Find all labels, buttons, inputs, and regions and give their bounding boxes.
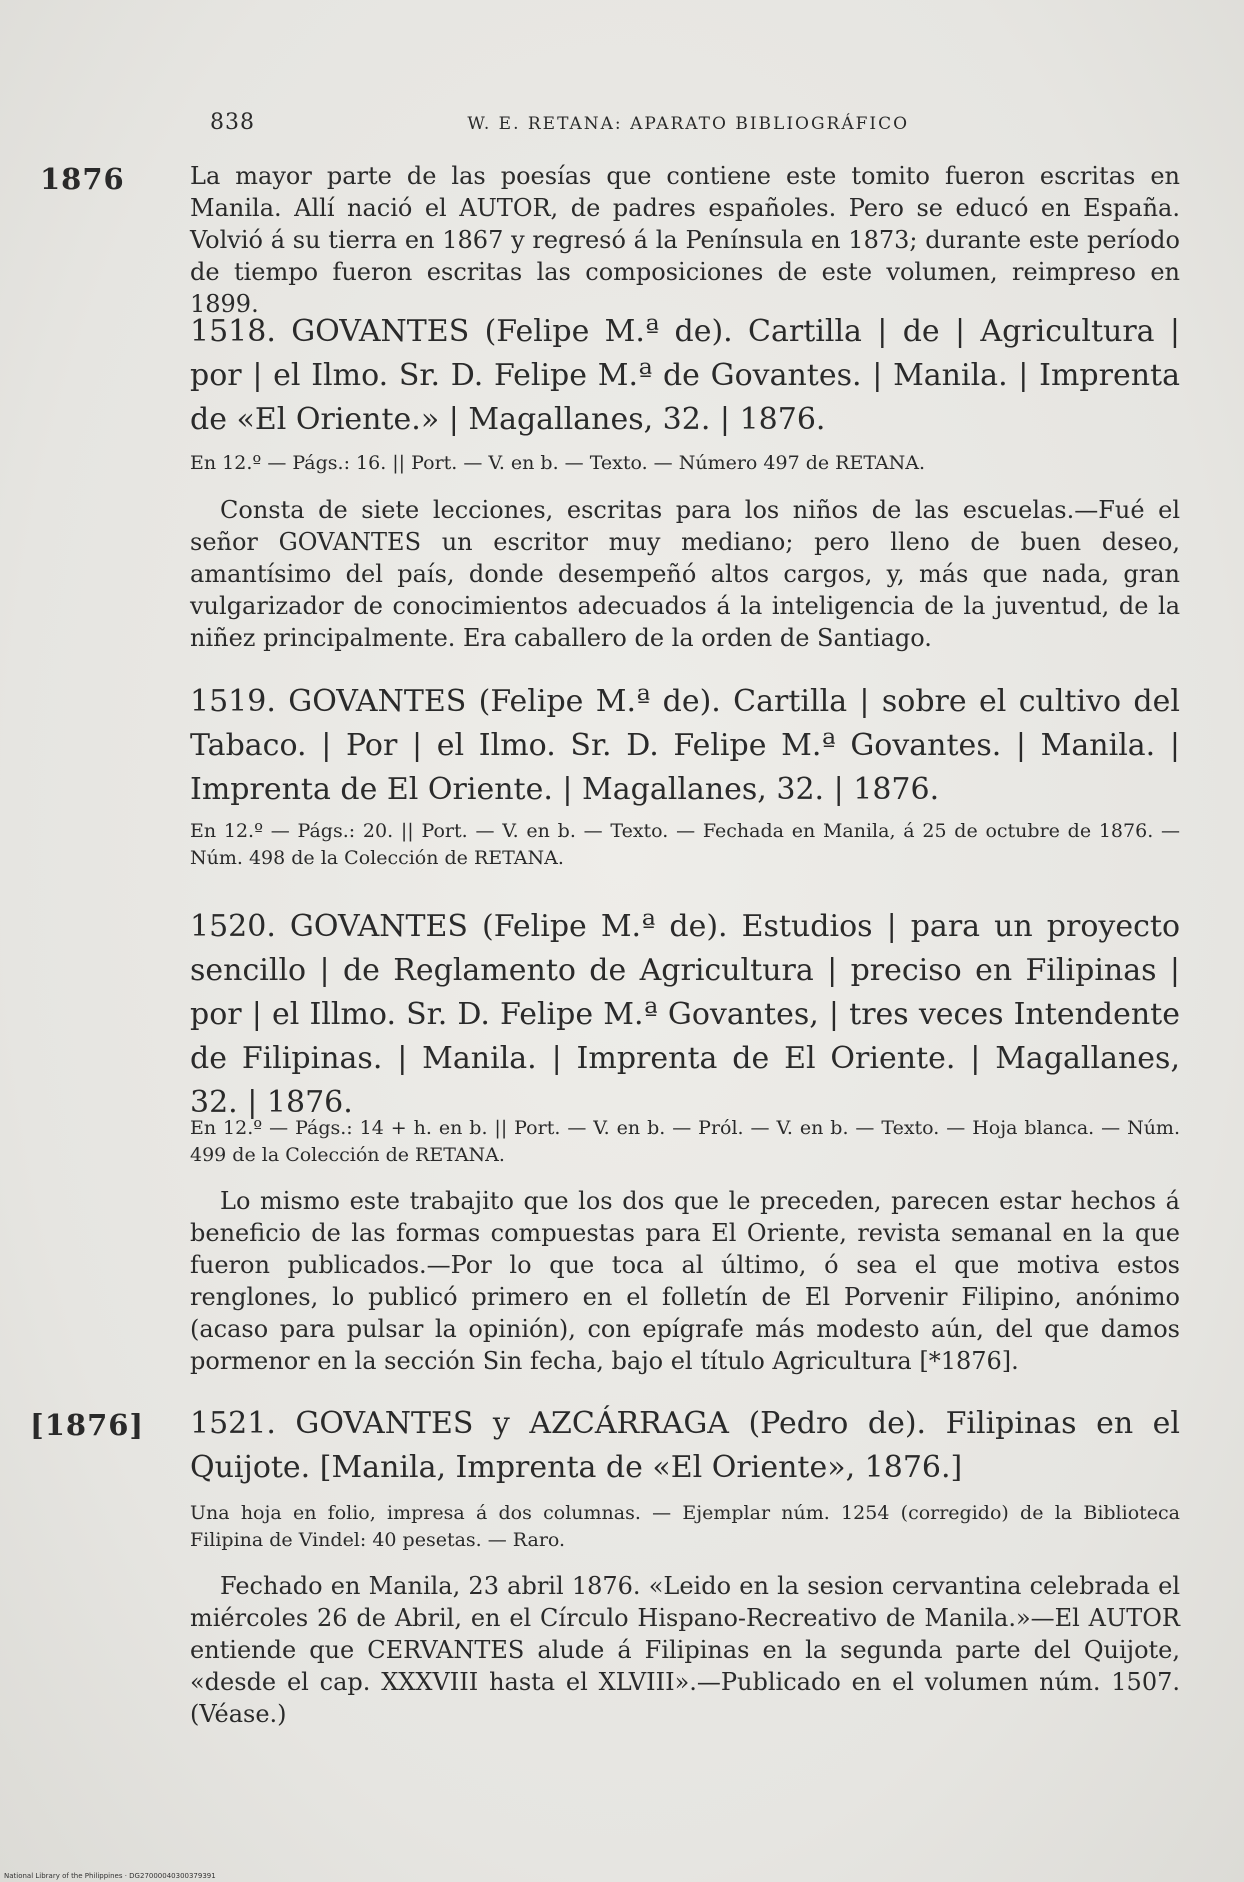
entry-title-1519: 1519. GOVANTES (Felipe M.ª de). Cartilla | sobre el cultivo del Tabaco. | Por | el Ilmo. Sr. D. Felipe M.ª Govantes. | Manila. | Imprenta de El Oriente. | Magallanes, 32. | 1876. — [190, 684, 1180, 807]
page-number: 838 — [210, 110, 255, 135]
entry-details-1521: Una hoja en folio, impresa á dos columnas. — Ejemplar núm. 1254 (corregido) de la Biblioteca Filipina de Vindel: 40 pesetas. — Raro. — [190, 1502, 1180, 1551]
running-title: W. E. RETANA: APARATO BIBLIOGRÁFICO — [467, 114, 910, 134]
entry-title-1518: 1518. GOVANTES (Felipe M.ª de). Cartilla | de | Agricultura | por | el Ilmo. Sr. D. Felipe M.ª de Govantes. | Manila. | Imprenta de «El Oriente.» | Magallanes, 32. | 1876. — [190, 314, 1180, 437]
entry-details-1518: En 12.º — Págs.: 16. || Port. — V. en b. — Texto. — Número 497 de RETANA. — [190, 452, 926, 474]
entry-note-1521: Fechado en Manila, 23 abril 1876. «Leido en la sesion cervantina celebrada el miércoles 26 de Abril, en el Círculo Hispano-Recreativo de Manila.»—El AUTOR entiende que CERVANTES alude á Filipinas en la segunda parte del Quijote, «desde el cap. XXXVIII hasta el XLVIII».—Publicado en el volumen núm. 1507. (Véase.) — [190, 1572, 1180, 1728]
entry-details-1520: En 12.º — Págs.: 14 + h. en b. || Port. — V. en b. — Pról. — V. en b. — Texto. — Hoja blanca. — Núm. 499 de la Colección de RETANA. — [190, 1117, 1180, 1166]
library-footer: National Library of the Philippines · DG27000040300379391 — [4, 1872, 216, 1880]
entry-title-1521: 1521. GOVANTES y AZCÁRRAGA (Pedro de). Filipinas en el Quijote. [Manila, Imprenta de «El Oriente», 1876.] — [190, 1406, 1180, 1485]
margin-year: 1876 — [40, 162, 125, 196]
page-header — [210, 110, 1210, 135]
entry-details-1519: En 12.º — Págs.: 20. || Port. — V. en b. — Texto. — Fechada en Manila, á 25 de octubre de 1876. — Núm. 498 de la Colección de RETANA. — [190, 820, 1180, 869]
margin-year-bracketed: [1876] — [30, 1408, 145, 1442]
intro-paragraph: La mayor parte de las poesías que contiene este tomito fueron escritas en Manila. Allí nació el AUTOR, de padres españoles. Pero se educó en España. Volvió á su tierra en 1867 y regresó á la Península en 1873; durante este período de tiempo fueron escritas las composiciones de este volumen, reimpreso en 1899. — [190, 162, 1180, 318]
entry-note-1520: Lo mismo este trabajito que los dos que le preceden, parecen estar hechos á beneficio de las formas compuestas para El Oriente, revista semanal en la que fueron publicados.—Por lo que toca al último, ó sea el que motiva estos renglones, lo publicó primero en el folletín de El Porvenir Filipino, anónimo (acaso para pulsar la opinión), con epígrafe más modesto aún, del que damos pormenor en la sección Sin fecha, bajo el título Agricultura [*1876]. — [190, 1187, 1180, 1375]
entry-note-1518: Consta de siete lecciones, escritas para los niños de las escuelas.—Fué el señor GOVANTES un escritor muy mediano; pero lleno de buen deseo, amantísimo del país, donde desempeñó altos cargos, y, más que nada, gran vulgarizador de conocimientos adecuados á la inteligencia de la juventud, de la niñez principalmente. Era caballero de la orden de Santiago. — [190, 496, 1180, 652]
entry-title-1520: 1520. GOVANTES (Felipe M.ª de). Estudios | para un proyecto sencillo | de Reglamento de Agricultura | preciso en Filipinas | por | el Illmo. Sr. D. Felipe M.ª Govantes, | tres veces Intendente de Filipinas. | Manila. | Imprenta de El Oriente. | Magallanes, 32. | 1876. — [190, 909, 1180, 1120]
